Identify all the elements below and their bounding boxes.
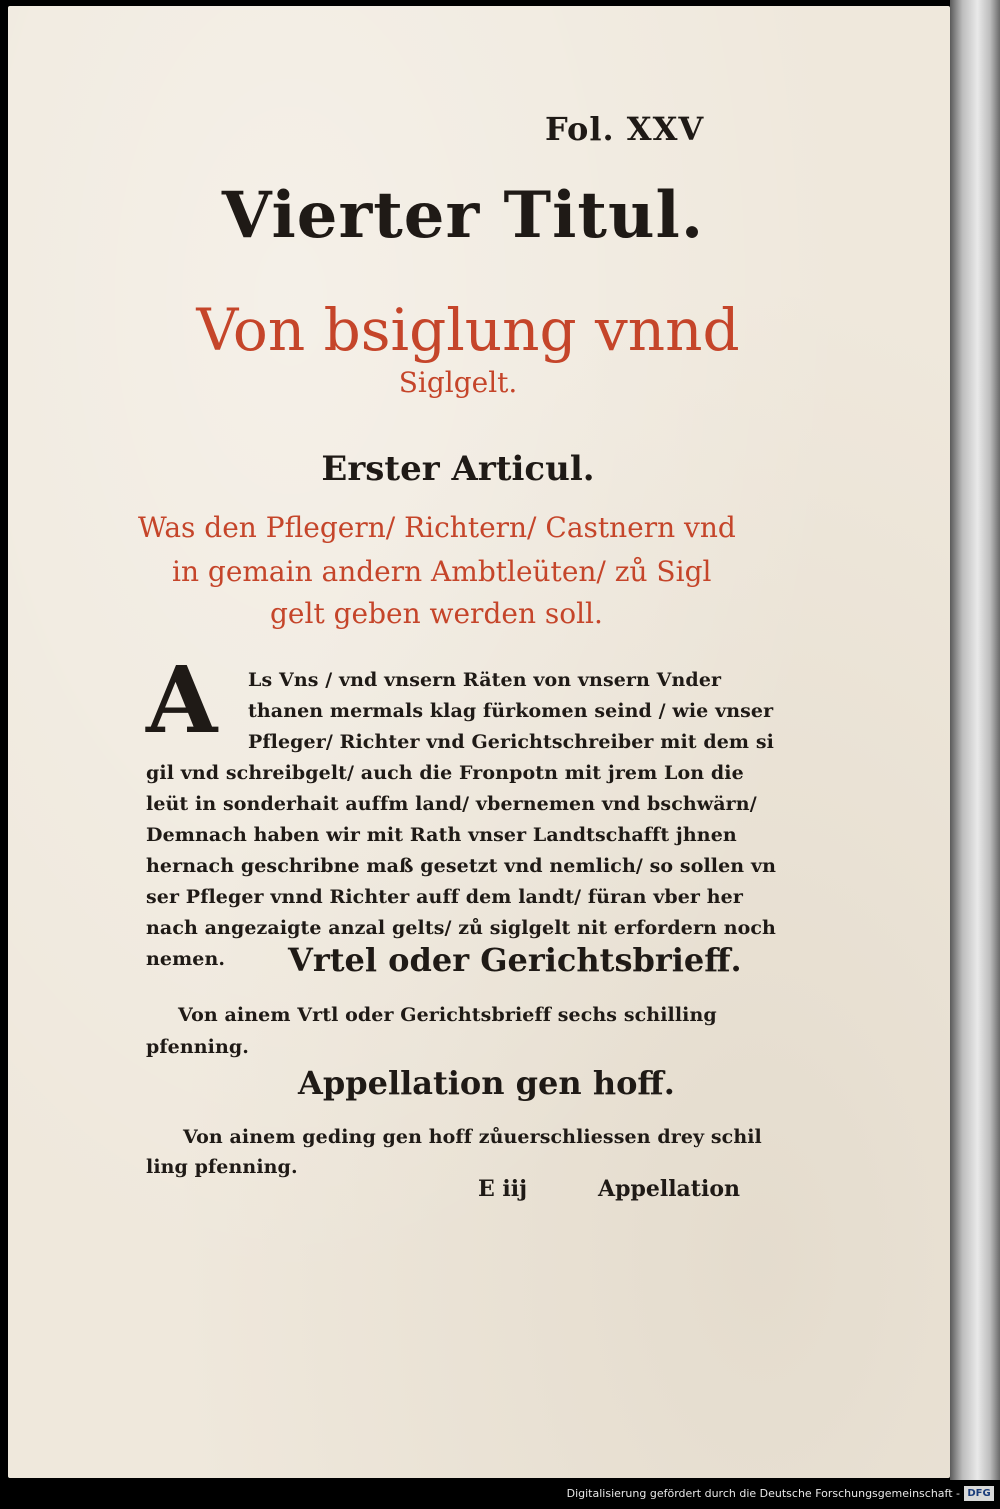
body-text-line: Pfleger/ Richter vnd Gerichtschreiber mit dem si bbox=[248, 731, 774, 753]
body-text-line: gil vnd schreibgelt/ auch die Fronpotn mit jrem Lon die bbox=[146, 762, 744, 784]
dfg-logo-icon: DFG bbox=[964, 1486, 994, 1501]
body-text-line: Ls Vns / vnd vnsern Räten von vnsern Vnder bbox=[248, 669, 722, 691]
subtitle-line-2: Siglgelt. bbox=[398, 366, 518, 399]
section-text-line: Von ainem Vrtl oder Gerichtsbrieff sechs schilling bbox=[178, 1004, 717, 1026]
article-heading: Erster Articul. bbox=[321, 449, 595, 489]
body-text-line: hernach geschribne maß gesetzt vnd nemlich/ so sollen vn bbox=[146, 855, 776, 877]
catchword: Appellation bbox=[598, 1176, 740, 1202]
article-summary-line-1: Was den Pflegern/ Richtern/ Castnern vnd bbox=[138, 511, 736, 544]
section-text-line: pfenning. bbox=[146, 1036, 250, 1058]
decorated-initial: A bbox=[146, 646, 218, 754]
article-summary-line-2: in gemain andern Ambtleüten/ zů Sigl bbox=[172, 555, 712, 588]
book-spine-edge bbox=[950, 0, 1000, 1480]
body-text-line: ser Pfleger vnnd Richter auff dem landt/ füran vber her bbox=[146, 886, 743, 908]
article-summary-line-3: gelt geben werden soll. bbox=[270, 597, 603, 630]
body-text-line: nemen. bbox=[146, 948, 226, 970]
signature-mark: E iij bbox=[478, 1176, 528, 1202]
subtitle-line-1: Von bsiglung vnnd bbox=[196, 296, 740, 364]
section-heading-appellation: Appellation gen hoff. bbox=[298, 1064, 675, 1102]
section-text-line: Von ainem geding gen hoff zůuerschliessen drey schil bbox=[183, 1126, 762, 1148]
folio-number: Fol. XXV bbox=[545, 110, 705, 148]
section-text-line: ling pfenning. bbox=[146, 1156, 298, 1178]
title-heading: Vierter Titul. bbox=[221, 178, 705, 253]
book-page bbox=[8, 6, 950, 1478]
funding-credit: Digitalisierung gefördert durch die Deutsche Forschungsgemeinschaft - bbox=[566, 1487, 960, 1500]
section-heading-urtel: Vrtel oder Gerichtsbrieff. bbox=[288, 941, 742, 979]
body-text-line: Demnach haben wir mit Rath vnser Landtschafft jhnen bbox=[146, 824, 737, 846]
body-text-line: thanen mermals klag fürkomen seind / wie vnser bbox=[248, 700, 774, 722]
body-text-line: leüt in sonderhait auffm land/ vbernemen vnd bschwärn/ bbox=[146, 793, 757, 815]
body-text-line: nach angezaigte anzal gelts/ zů siglgelt nit erfordern noch bbox=[146, 917, 776, 939]
